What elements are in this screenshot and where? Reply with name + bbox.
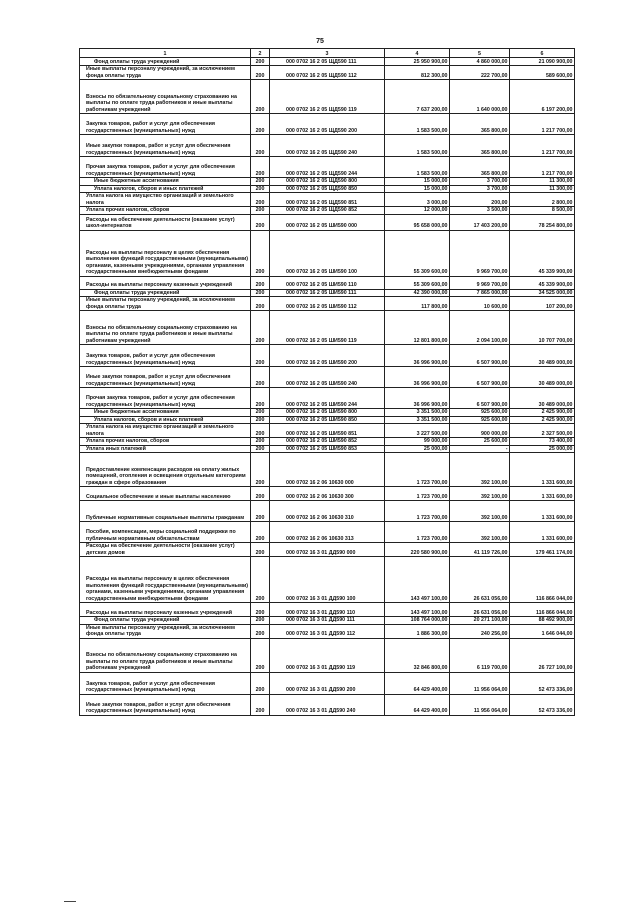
row-remaining-amount: 116 866 044,00 bbox=[510, 557, 575, 603]
table-row bbox=[80, 345, 575, 367]
row-code: 200 bbox=[251, 58, 270, 66]
row-executed-amount: 3 500,00 bbox=[450, 207, 510, 215]
table-row bbox=[80, 311, 575, 345]
row-classification: 000 0702 16 3 01 ДД590 112 bbox=[270, 624, 385, 638]
table-row bbox=[80, 416, 575, 424]
row-approved-amount: 812 300,00 bbox=[385, 66, 450, 80]
row-remaining-amount: 2 327 500,00 bbox=[510, 424, 575, 438]
row-classification: 000 0702 16 2 05 ЩД590 111 bbox=[270, 58, 385, 66]
row-approved-amount: 64 429 400,00 bbox=[385, 694, 450, 715]
table-row bbox=[80, 178, 575, 186]
table-row bbox=[80, 207, 575, 215]
row-code: 200 bbox=[251, 424, 270, 438]
row-executed-amount: 20 271 100,00 bbox=[450, 617, 510, 625]
table-row bbox=[80, 624, 575, 638]
row-code: 200 bbox=[251, 193, 270, 207]
row-code: 200 bbox=[251, 487, 270, 501]
row-executed-amount: 10 600,00 bbox=[450, 297, 510, 311]
row-code: 200 bbox=[251, 445, 270, 453]
row-remaining-amount: 8 500,00 bbox=[510, 207, 575, 215]
row-approved-amount: 1 723 700,00 bbox=[385, 453, 450, 487]
row-executed-amount: 925 600,00 bbox=[450, 409, 510, 417]
row-classification: 000 0702 16 2 05 ШИ590 111 bbox=[270, 289, 385, 297]
row-approved-amount: 25 000,00 bbox=[385, 445, 450, 453]
row-name: Иные бюджетные ассигнования bbox=[80, 409, 251, 417]
row-code: 200 bbox=[251, 453, 270, 487]
row-remaining-amount: 52 473 336,00 bbox=[510, 694, 575, 715]
table-row bbox=[80, 58, 575, 66]
row-approved-amount: 36 996 900,00 bbox=[385, 345, 450, 367]
row-name: Фонд оплаты труда учреждений bbox=[80, 617, 251, 625]
row-approved-amount: 32 846 800,00 bbox=[385, 638, 450, 672]
row-remaining-amount: 1 646 044,00 bbox=[510, 624, 575, 638]
row-approved-amount: 3 000,00 bbox=[385, 193, 450, 207]
column-header: 6 bbox=[510, 49, 575, 58]
row-approved-amount: 143 497 100,00 bbox=[385, 603, 450, 617]
row-code: 200 bbox=[251, 501, 270, 522]
row-code: 200 bbox=[251, 694, 270, 715]
table-row bbox=[80, 638, 575, 672]
row-executed-amount: - bbox=[450, 445, 510, 453]
row-name: Публичные нормативные социальные выплаты гражданам bbox=[80, 501, 251, 522]
row-executed-amount: 4 860 000,00 bbox=[450, 58, 510, 66]
row-approved-amount: 3 351 500,00 bbox=[385, 409, 450, 417]
row-approved-amount: 15 000,00 bbox=[385, 178, 450, 186]
table-row bbox=[80, 193, 575, 207]
row-executed-amount: 392 100,00 bbox=[450, 501, 510, 522]
row-approved-amount: 108 764 000,00 bbox=[385, 617, 450, 625]
page-number: 75 bbox=[316, 38, 324, 45]
row-name: Иные выплаты персоналу учреждений, за исключением фонда оплаты труда bbox=[80, 624, 251, 638]
column-header: 5 bbox=[450, 49, 510, 58]
row-name: Прочая закупка товаров, работ и услуг для обеспечения государственных (муниципальных) нужд bbox=[80, 388, 251, 409]
table-row bbox=[80, 445, 575, 453]
row-remaining-amount: 34 525 000,00 bbox=[510, 289, 575, 297]
table-row bbox=[80, 617, 575, 625]
row-executed-amount: 26 631 056,00 bbox=[450, 557, 510, 603]
row-executed-amount: 3 700,00 bbox=[450, 185, 510, 193]
row-classification: 000 0702 16 2 05 ШИ590 800 bbox=[270, 409, 385, 417]
table-row bbox=[80, 557, 575, 603]
row-code: 200 bbox=[251, 178, 270, 186]
row-classification: 000 0702 16 2 06 10630 313 bbox=[270, 522, 385, 543]
column-header: 1 bbox=[80, 49, 251, 58]
row-name: Расходы на выплаты персоналу казенных учреждений bbox=[80, 276, 251, 289]
row-executed-amount: 392 100,00 bbox=[450, 487, 510, 501]
table-row bbox=[80, 424, 575, 438]
row-classification: 000 0702 16 2 05 ЩД590 850 bbox=[270, 185, 385, 193]
row-approved-amount: 25 950 900,00 bbox=[385, 58, 450, 66]
row-remaining-amount: 30 489 000,00 bbox=[510, 388, 575, 409]
row-name: Фонд оплаты труда учреждений bbox=[80, 58, 251, 66]
row-code: 200 bbox=[251, 543, 270, 557]
row-classification: 000 0702 16 2 05 ШИ590 112 bbox=[270, 297, 385, 311]
row-classification: 000 0702 16 2 06 10630 300 bbox=[270, 487, 385, 501]
row-classification: 000 0702 16 2 05 ШИ590 240 bbox=[270, 367, 385, 388]
row-classification: 000 0702 16 2 05 ШИ590 200 bbox=[270, 345, 385, 367]
row-code: 200 bbox=[251, 409, 270, 417]
table-row bbox=[80, 694, 575, 715]
row-remaining-amount: 1 217 700,00 bbox=[510, 157, 575, 178]
row-classification: 000 0702 16 2 05 ШИ590 852 bbox=[270, 438, 385, 446]
table-row bbox=[80, 80, 575, 114]
row-classification: 000 0702 16 2 05 ЩД590 244 bbox=[270, 157, 385, 178]
row-name: Уплата налогов, сборов и иных платежей bbox=[80, 416, 251, 424]
row-code: 200 bbox=[251, 638, 270, 672]
row-executed-amount: 222 700,00 bbox=[450, 66, 510, 80]
row-remaining-amount: 78 254 800,00 bbox=[510, 214, 575, 230]
row-executed-amount: 25 600,00 bbox=[450, 438, 510, 446]
row-classification: 000 0702 16 3 01 ДД590 119 bbox=[270, 638, 385, 672]
row-remaining-amount: 1 331 600,00 bbox=[510, 487, 575, 501]
row-executed-amount: 9 969 700,00 bbox=[450, 276, 510, 289]
row-name: Уплата прочих налогов, сборов bbox=[80, 207, 251, 215]
row-approved-amount: 1 583 500,00 bbox=[385, 114, 450, 135]
row-name: Закупка товаров, работ и услуг для обеспечения государственных (муниципальных) нужд bbox=[80, 114, 251, 135]
row-name: Пособия, компенсации, меры социальной поддержки по публичным нормативным обязательствам bbox=[80, 522, 251, 543]
row-executed-amount: 365 800,00 bbox=[450, 114, 510, 135]
row-name: Уплата налогов, сборов и иных платежей bbox=[80, 185, 251, 193]
row-executed-amount: 900 000,00 bbox=[450, 424, 510, 438]
row-classification: 000 0702 16 3 01 ДД590 110 bbox=[270, 603, 385, 617]
row-classification: 000 0702 16 2 05 ШИ590 119 bbox=[270, 311, 385, 345]
row-code: 200 bbox=[251, 345, 270, 367]
row-code: 200 bbox=[251, 388, 270, 409]
row-executed-amount: 41 119 726,00 bbox=[450, 543, 510, 557]
budget-table bbox=[79, 48, 575, 716]
row-classification: 000 0702 16 3 01 ДД590 200 bbox=[270, 672, 385, 694]
row-approved-amount: 42 390 000,00 bbox=[385, 289, 450, 297]
row-remaining-amount: 6 197 200,00 bbox=[510, 80, 575, 114]
row-code: 200 bbox=[251, 557, 270, 603]
row-executed-amount: 6 119 700,00 bbox=[450, 638, 510, 672]
row-executed-amount: 7 865 000,00 bbox=[450, 289, 510, 297]
row-approved-amount: 12 801 800,00 bbox=[385, 311, 450, 345]
row-code: 200 bbox=[251, 416, 270, 424]
row-executed-amount: 925 600,00 bbox=[450, 416, 510, 424]
row-approved-amount: 1 583 500,00 bbox=[385, 157, 450, 178]
row-remaining-amount: 26 727 100,00 bbox=[510, 638, 575, 672]
row-name: Прочая закупка товаров, работ и услуг для обеспечения государственных (муниципальных) нужд bbox=[80, 157, 251, 178]
row-classification: 000 0702 16 2 06 10630 000 bbox=[270, 453, 385, 487]
row-classification: 000 0702 16 2 06 10630 310 bbox=[270, 501, 385, 522]
row-code: 200 bbox=[251, 289, 270, 297]
row-remaining-amount: 2 425 900,00 bbox=[510, 409, 575, 417]
row-remaining-amount: 30 489 000,00 bbox=[510, 345, 575, 367]
table-row bbox=[80, 214, 575, 230]
row-name: Взносы по обязательному социальному страхованию на выплаты по оплате труда работников и иные выплаты работникам учреждений bbox=[80, 80, 251, 114]
row-classification: 000 0702 16 2 05 ШИ590 850 bbox=[270, 416, 385, 424]
row-executed-amount: 6 507 900,00 bbox=[450, 345, 510, 367]
row-classification: 000 0702 16 2 05 ШИ590 244 bbox=[270, 388, 385, 409]
row-name: Закупка товаров, работ и услуг для обеспечения государственных (муниципальных) нужд bbox=[80, 672, 251, 694]
table-row bbox=[80, 388, 575, 409]
row-name: Закупка товаров, работ и услуг для обеспечения государственных (муниципальных) нужд bbox=[80, 345, 251, 367]
row-executed-amount: 17 403 200,00 bbox=[450, 214, 510, 230]
header-row bbox=[80, 49, 575, 58]
row-classification: 000 0702 16 2 05 ЩД590 112 bbox=[270, 66, 385, 80]
row-remaining-amount: 1 331 600,00 bbox=[510, 501, 575, 522]
row-classification: 000 0702 16 2 05 ЩД590 119 bbox=[270, 80, 385, 114]
row-approved-amount: 3 351 500,00 bbox=[385, 416, 450, 424]
row-executed-amount: 392 100,00 bbox=[450, 453, 510, 487]
table-row bbox=[80, 453, 575, 487]
table-row bbox=[80, 185, 575, 193]
row-name: Иные выплаты персоналу учреждений, за исключением фонда оплаты труда bbox=[80, 297, 251, 311]
row-classification: 000 0702 16 2 05 ЩД590 851 bbox=[270, 193, 385, 207]
table-row bbox=[80, 543, 575, 557]
row-executed-amount: 240 256,00 bbox=[450, 624, 510, 638]
row-classification: 000 0702 16 2 05 ЩД590 240 bbox=[270, 135, 385, 157]
row-remaining-amount: 1 331 600,00 bbox=[510, 522, 575, 543]
table-row bbox=[80, 672, 575, 694]
row-remaining-amount: 45 339 900,00 bbox=[510, 230, 575, 276]
row-code: 200 bbox=[251, 135, 270, 157]
row-executed-amount: 1 640 000,00 bbox=[450, 80, 510, 114]
row-code: 200 bbox=[251, 276, 270, 289]
row-approved-amount: 36 996 900,00 bbox=[385, 367, 450, 388]
row-classification: 000 0702 16 2 05 ЩД590 852 bbox=[270, 207, 385, 215]
table-row bbox=[80, 114, 575, 135]
row-executed-amount: 6 507 900,00 bbox=[450, 367, 510, 388]
table-row bbox=[80, 501, 575, 522]
row-approved-amount: 95 658 000,00 bbox=[385, 214, 450, 230]
row-remaining-amount: 11 300,00 bbox=[510, 185, 575, 193]
row-remaining-amount: 45 339 900,00 bbox=[510, 276, 575, 289]
row-classification: 000 0702 16 3 01 ДД590 000 bbox=[270, 543, 385, 557]
table-row bbox=[80, 438, 575, 446]
row-approved-amount: 1 723 700,00 bbox=[385, 522, 450, 543]
row-name: Расходы на выплаты персоналу казенных учреждений bbox=[80, 603, 251, 617]
scan-mark bbox=[64, 901, 76, 902]
row-remaining-amount: 88 492 900,00 bbox=[510, 617, 575, 625]
table-row bbox=[80, 135, 575, 157]
row-code: 200 bbox=[251, 80, 270, 114]
row-executed-amount: 6 507 900,00 bbox=[450, 388, 510, 409]
table-row bbox=[80, 289, 575, 297]
row-approved-amount: 3 227 500,00 bbox=[385, 424, 450, 438]
row-executed-amount: 365 800,00 bbox=[450, 157, 510, 178]
row-name: Иные закупки товаров, работ и услуг для обеспечения государственных (муниципальных) нужд bbox=[80, 135, 251, 157]
table-row bbox=[80, 157, 575, 178]
row-remaining-amount: 589 600,00 bbox=[510, 66, 575, 80]
row-code: 200 bbox=[251, 522, 270, 543]
row-approved-amount: 1 723 700,00 bbox=[385, 487, 450, 501]
row-approved-amount: 64 429 400,00 bbox=[385, 672, 450, 694]
row-classification: 000 0702 16 2 05 ШИ590 000 bbox=[270, 214, 385, 230]
row-remaining-amount: 1 217 700,00 bbox=[510, 135, 575, 157]
table-row bbox=[80, 66, 575, 80]
row-code: 200 bbox=[251, 367, 270, 388]
row-code: 200 bbox=[251, 230, 270, 276]
row-name: Предоставление компенсации расходов на оплату жилых помещений, отопления и освещения отдельным категориям граждан в сфере образования bbox=[80, 453, 251, 487]
row-remaining-amount: 25 000,00 bbox=[510, 445, 575, 453]
row-executed-amount: 365 800,00 bbox=[450, 135, 510, 157]
row-code: 200 bbox=[251, 297, 270, 311]
row-executed-amount: 26 631 056,00 bbox=[450, 603, 510, 617]
row-approved-amount: 36 996 900,00 bbox=[385, 388, 450, 409]
column-header: 3 bbox=[270, 49, 385, 58]
row-code: 200 bbox=[251, 617, 270, 625]
row-classification: 000 0702 16 2 05 ШИ590 851 bbox=[270, 424, 385, 438]
row-approved-amount: 15 000,00 bbox=[385, 185, 450, 193]
row-executed-amount: 2 094 100,00 bbox=[450, 311, 510, 345]
row-remaining-amount: 179 461 174,00 bbox=[510, 543, 575, 557]
row-classification: 000 0702 16 3 01 ДД590 111 bbox=[270, 617, 385, 625]
row-code: 200 bbox=[251, 438, 270, 446]
row-classification: 000 0702 16 2 05 ЩД590 800 bbox=[270, 178, 385, 186]
row-name: Иные бюджетные ассигнования bbox=[80, 178, 251, 186]
table-row bbox=[80, 230, 575, 276]
row-name: Уплата прочих налогов, сборов bbox=[80, 438, 251, 446]
table-row bbox=[80, 603, 575, 617]
row-code: 200 bbox=[251, 311, 270, 345]
row-classification: 000 0702 16 2 05 ШИ590 853 bbox=[270, 445, 385, 453]
row-classification: 000 0702 16 2 05 ШИ590 100 bbox=[270, 230, 385, 276]
row-name: Фонд оплаты труда учреждений bbox=[80, 289, 251, 297]
table-row bbox=[80, 487, 575, 501]
row-name: Расходы на обеспечение деятельности (оказание услуг) детских домов bbox=[80, 543, 251, 557]
row-classification: 000 0702 16 2 05 ШИ590 110 bbox=[270, 276, 385, 289]
column-header: 4 bbox=[385, 49, 450, 58]
row-approved-amount: 7 637 200,00 bbox=[385, 80, 450, 114]
row-approved-amount: 143 497 100,00 bbox=[385, 557, 450, 603]
column-header: 2 bbox=[251, 49, 270, 58]
row-approved-amount: 220 580 900,00 bbox=[385, 543, 450, 557]
row-code: 200 bbox=[251, 624, 270, 638]
row-approved-amount: 55 309 600,00 bbox=[385, 276, 450, 289]
row-name: Взносы по обязательному социальному страхованию на выплаты по оплате труда работников и иные выплаты работникам учреждений bbox=[80, 311, 251, 345]
row-code: 200 bbox=[251, 207, 270, 215]
row-name: Социальное обеспечение и иные выплаты населению bbox=[80, 487, 251, 501]
row-name: Иные закупки товаров, работ и услуг для обеспечения государственных (муниципальных) нужд bbox=[80, 694, 251, 715]
row-remaining-amount: 21 090 900,00 bbox=[510, 58, 575, 66]
row-executed-amount: 3 700,00 bbox=[450, 178, 510, 186]
row-approved-amount: 99 000,00 bbox=[385, 438, 450, 446]
row-remaining-amount: 107 200,00 bbox=[510, 297, 575, 311]
row-remaining-amount: 10 707 700,00 bbox=[510, 311, 575, 345]
row-classification: 000 0702 16 3 01 ДД590 100 bbox=[270, 557, 385, 603]
table-row bbox=[80, 297, 575, 311]
row-approved-amount: 1 723 700,00 bbox=[385, 501, 450, 522]
row-classification: 000 0702 16 2 05 ЩД590 200 bbox=[270, 114, 385, 135]
row-executed-amount: 9 969 700,00 bbox=[450, 230, 510, 276]
row-code: 200 bbox=[251, 603, 270, 617]
row-approved-amount: 12 000,00 bbox=[385, 207, 450, 215]
row-name: Уплата иных платежей bbox=[80, 445, 251, 453]
row-approved-amount: 1 583 500,00 bbox=[385, 135, 450, 157]
row-remaining-amount: 52 473 336,00 bbox=[510, 672, 575, 694]
row-executed-amount: 11 956 064,00 bbox=[450, 672, 510, 694]
row-code: 200 bbox=[251, 185, 270, 193]
row-remaining-amount: 1 217 700,00 bbox=[510, 114, 575, 135]
table-row bbox=[80, 276, 575, 289]
row-code: 200 bbox=[251, 66, 270, 80]
row-name: Иные выплаты персоналу учреждений, за исключением фонда оплаты труда bbox=[80, 66, 251, 80]
row-remaining-amount: 2 800,00 bbox=[510, 193, 575, 207]
row-remaining-amount: 73 400,00 bbox=[510, 438, 575, 446]
row-remaining-amount: 11 300,00 bbox=[510, 178, 575, 186]
row-remaining-amount: 2 425 900,00 bbox=[510, 416, 575, 424]
table-row bbox=[80, 522, 575, 543]
row-name: Расходы на выплаты персоналу в целях обеспечения выполнения функций государственными (муниципальными) органами, казенными учреждениями, органами управления государственными внебюджетными фондами bbox=[80, 230, 251, 276]
row-executed-amount: 11 956 064,00 bbox=[450, 694, 510, 715]
row-classification: 000 0702 16 3 01 ДД590 240 bbox=[270, 694, 385, 715]
row-executed-amount: 200,00 bbox=[450, 193, 510, 207]
row-remaining-amount: 116 866 044,00 bbox=[510, 603, 575, 617]
row-name: Уплата налога на имущество организаций и земельного налога bbox=[80, 424, 251, 438]
row-approved-amount: 1 886 300,00 bbox=[385, 624, 450, 638]
table-row bbox=[80, 367, 575, 388]
row-remaining-amount: 1 331 600,00 bbox=[510, 453, 575, 487]
row-name: Взносы по обязательному социальному страхованию на выплаты по оплате труда работников и иные выплаты работникам учреждений bbox=[80, 638, 251, 672]
row-name: Уплата налога на имущество организаций и земельного налога bbox=[80, 193, 251, 207]
row-name: Иные закупки товаров, работ и услуг для обеспечения государственных (муниципальных) нужд bbox=[80, 367, 251, 388]
table-row bbox=[80, 409, 575, 417]
row-name: Расходы на обеспечение деятельности (оказание услуг) школ-интернатов bbox=[80, 214, 251, 230]
row-executed-amount: 392 100,00 bbox=[450, 522, 510, 543]
row-approved-amount: 117 800,00 bbox=[385, 297, 450, 311]
row-code: 200 bbox=[251, 672, 270, 694]
row-code: 200 bbox=[251, 114, 270, 135]
row-name: Расходы на выплаты персоналу в целях обеспечения выполнения функций государственными (муниципальными) органами, казенными учреждениями, органами управления государственными внебюджетными фондами bbox=[80, 557, 251, 603]
row-remaining-amount: 30 489 000,00 bbox=[510, 367, 575, 388]
row-approved-amount: 55 309 600,00 bbox=[385, 230, 450, 276]
row-code: 200 bbox=[251, 157, 270, 178]
row-code: 200 bbox=[251, 214, 270, 230]
